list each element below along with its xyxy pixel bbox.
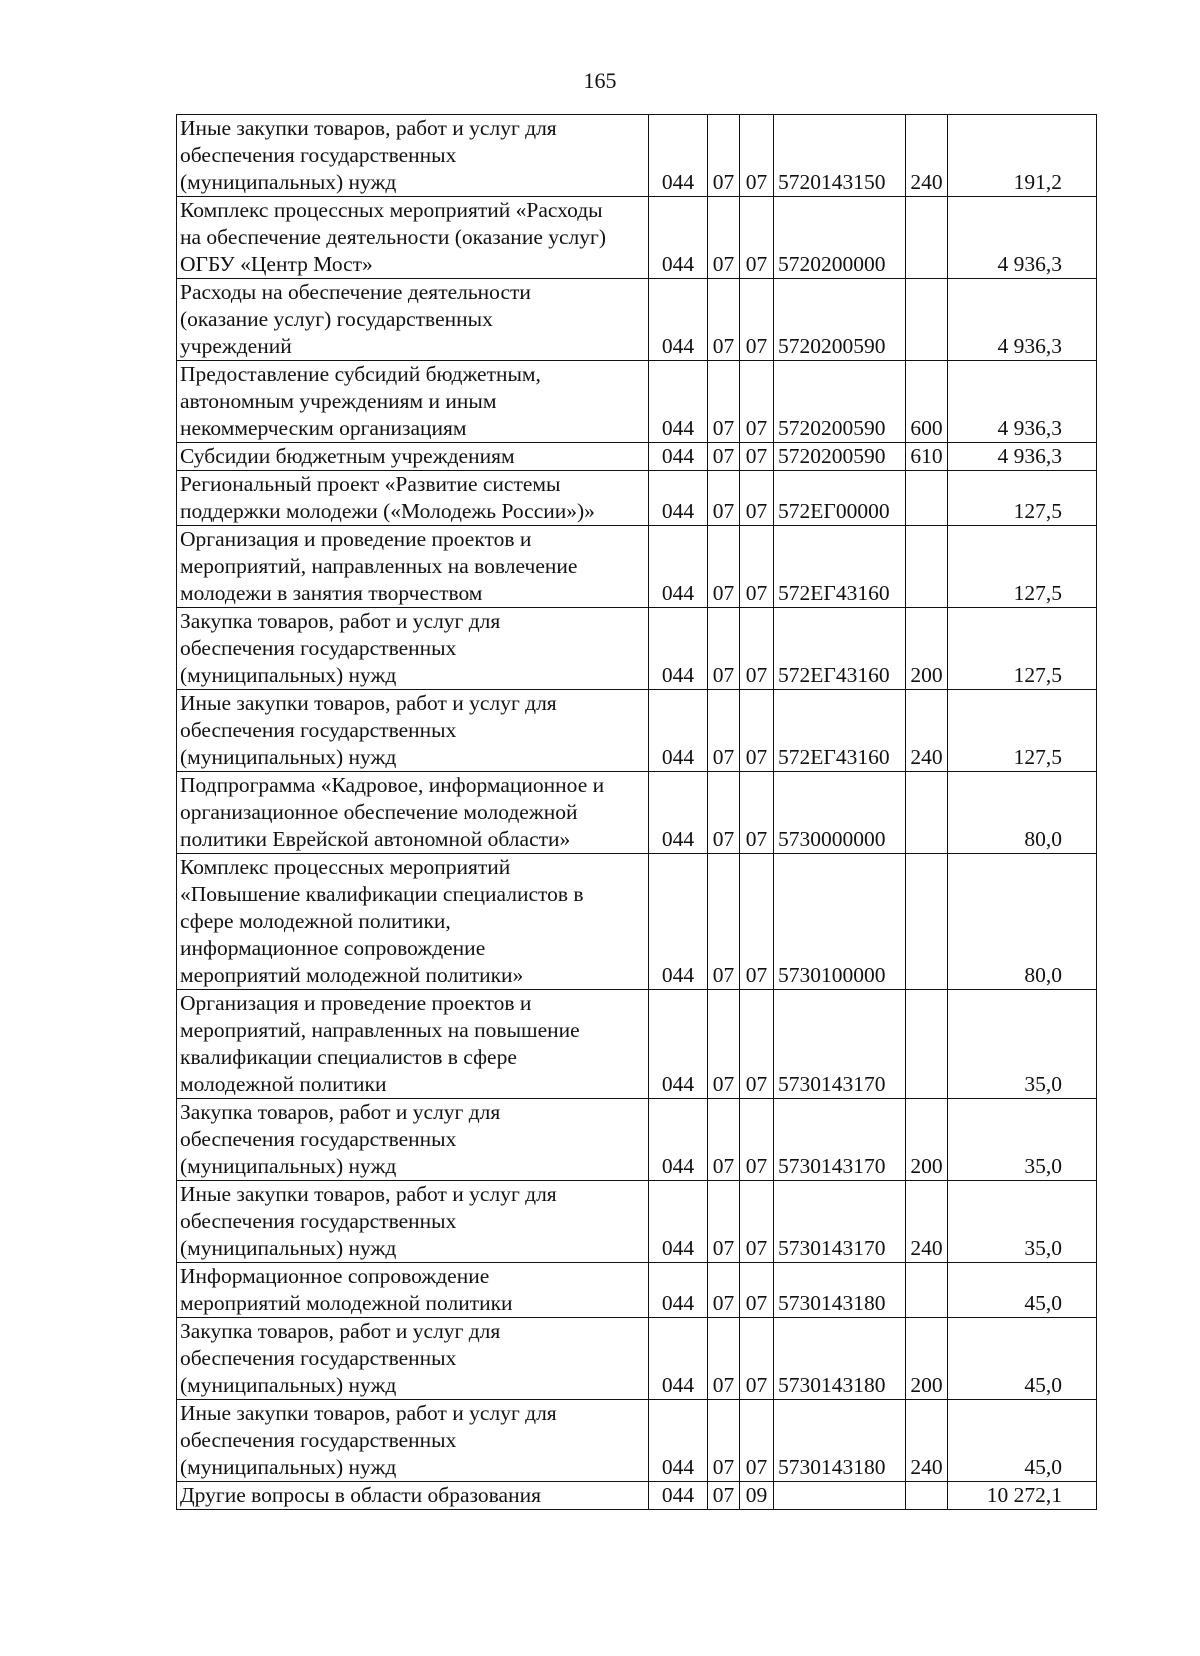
- item-name-line: обеспечения государственных: [180, 143, 457, 167]
- section-code-cell: 07: [708, 608, 740, 690]
- grbs-code-cell: 044: [649, 1263, 708, 1318]
- target-article-cell: 5720200000: [774, 197, 906, 279]
- section-code-cell: 07: [708, 1181, 740, 1263]
- expense-type-cell: 200: [906, 1099, 948, 1181]
- target-article-cell: 5730143180: [774, 1400, 906, 1482]
- item-name-line: «Повышение квалификации специалистов в: [180, 882, 584, 906]
- target-article-cell: 5730143170: [774, 1099, 906, 1181]
- subsection-code-cell: 07: [740, 608, 774, 690]
- expense-type-cell: 240: [906, 1181, 948, 1263]
- item-name-line: Субсидии бюджетным учреждениям: [180, 444, 515, 468]
- item-name-line: мероприятий молодежной политики»: [180, 963, 524, 987]
- item-name-line: (муниципальных) нужд: [180, 745, 397, 769]
- subsection-code-cell: 07: [740, 1318, 774, 1400]
- item-name-line: мероприятий молодежной политики: [180, 1291, 513, 1315]
- expense-type-cell: 240: [906, 1400, 948, 1482]
- grbs-code-cell: 044: [649, 772, 708, 854]
- amount-cell: 10 272,1: [948, 1482, 1097, 1510]
- expense-type-cell: 240: [906, 115, 948, 197]
- item-name-line: Иные закупки товаров, работ и услуг для: [180, 691, 557, 715]
- item-name-line: Подпрограмма «Кадровое, информационное и: [180, 773, 605, 797]
- item-name-line: организационное обеспечение молодежной: [180, 800, 578, 824]
- grbs-code-cell: 044: [649, 361, 708, 443]
- grbs-code-cell: 044: [649, 1099, 708, 1181]
- item-name-cell: [177, 690, 649, 772]
- table-row: [177, 1099, 1097, 1181]
- grbs-code-cell: 044: [649, 526, 708, 608]
- table-row: [177, 1400, 1097, 1482]
- subsection-code-cell: 07: [740, 690, 774, 772]
- amount-cell: 127,5: [948, 526, 1097, 608]
- target-article-cell: 5730143170: [774, 990, 906, 1099]
- grbs-code-cell: 044: [649, 115, 708, 197]
- amount-cell: 191,2: [948, 115, 1097, 197]
- item-name-line: сфере молодежной политики,: [180, 909, 451, 933]
- section-code-cell: 07: [708, 279, 740, 361]
- grbs-code-cell: 044: [649, 1318, 708, 1400]
- subsection-code-cell: 07: [740, 1263, 774, 1318]
- table-row: [177, 361, 1097, 443]
- grbs-code-cell: 044: [649, 1482, 708, 1510]
- grbs-code-cell: 044: [649, 471, 708, 526]
- expense-type-cell: 200: [906, 1318, 948, 1400]
- section-code-cell: 07: [708, 526, 740, 608]
- target-article-cell: 5730143180: [774, 1263, 906, 1318]
- item-name-line: учреждений: [180, 334, 292, 358]
- item-name-line: Иные закупки товаров, работ и услуг для: [180, 116, 557, 140]
- item-name-line: обеспечения государственных: [180, 636, 457, 660]
- table-row: [177, 1318, 1097, 1400]
- target-article-cell: 572ЕГ43160: [774, 526, 906, 608]
- item-name-line: молодежи в занятия творчеством: [180, 581, 483, 605]
- expense-type-cell: 610: [906, 443, 948, 471]
- section-code-cell: 07: [708, 443, 740, 471]
- expense-type-cell: 600: [906, 361, 948, 443]
- table-row: [177, 443, 1097, 471]
- expense-type-cell: 240: [906, 690, 948, 772]
- item-name-line: (муниципальных) нужд: [180, 1455, 397, 1479]
- item-name-cell: [177, 526, 649, 608]
- subsection-code-cell: 07: [740, 197, 774, 279]
- item-name-line: информационное сопровождение: [180, 936, 486, 960]
- item-name-line: Другие вопросы в области образования: [180, 1483, 541, 1507]
- subsection-code-cell: 07: [740, 361, 774, 443]
- item-name-line: Комплекс процессных мероприятий «Расходы: [180, 198, 603, 222]
- table-row: [177, 471, 1097, 526]
- page-number: 165: [583, 68, 617, 93]
- target-article-cell: 572ЕГ43160: [774, 690, 906, 772]
- item-name-cell: [177, 361, 649, 443]
- amount-cell: 4 936,3: [948, 361, 1097, 443]
- grbs-code-cell: 044: [649, 608, 708, 690]
- table-row: [177, 1263, 1097, 1318]
- item-name-line: (муниципальных) нужд: [180, 1154, 397, 1178]
- grbs-code-cell: 044: [649, 690, 708, 772]
- expense-type-cell: [906, 1482, 948, 1510]
- grbs-code-cell: 044: [649, 279, 708, 361]
- item-name-line: Предоставление субсидий бюджетным,: [180, 362, 541, 386]
- section-code-cell: 07: [708, 990, 740, 1099]
- grbs-code-cell: 044: [649, 443, 708, 471]
- section-code-cell: 07: [708, 197, 740, 279]
- amount-cell: 4 936,3: [948, 443, 1097, 471]
- item-name-line: ОГБУ «Центр Мост»: [180, 252, 373, 276]
- section-code-cell: 07: [708, 361, 740, 443]
- amount-cell: 4 936,3: [948, 279, 1097, 361]
- table-row: [177, 1181, 1097, 1263]
- item-name-cell: [177, 197, 649, 279]
- amount-cell: 80,0: [948, 854, 1097, 990]
- section-code-cell: 07: [708, 115, 740, 197]
- table-row: [177, 1482, 1097, 1510]
- item-name-cell: [177, 471, 649, 526]
- table-row: [177, 526, 1097, 608]
- expense-type-cell: [906, 471, 948, 526]
- item-name-line: поддержки молодежи («Молодежь России»)»: [180, 499, 595, 523]
- expense-type-cell: [906, 772, 948, 854]
- item-name-line: Комплекс процессных мероприятий: [180, 855, 511, 879]
- amount-cell: 127,5: [948, 471, 1097, 526]
- item-name-cell: [177, 1318, 649, 1400]
- table-row: [177, 772, 1097, 854]
- grbs-code-cell: 044: [649, 1181, 708, 1263]
- subsection-code-cell: 07: [740, 772, 774, 854]
- item-name-cell: [177, 1263, 649, 1318]
- amount-cell: 127,5: [948, 690, 1097, 772]
- subsection-code-cell: 07: [740, 279, 774, 361]
- item-name-cell: [177, 1400, 649, 1482]
- target-article-cell: 572ЕГ43160: [774, 608, 906, 690]
- target-article-cell: [774, 1482, 906, 1510]
- item-name-line: квалификации специалистов в сфере: [180, 1045, 517, 1069]
- item-name-line: (муниципальных) нужд: [180, 1236, 397, 1260]
- grbs-code-cell: 044: [649, 990, 708, 1099]
- item-name-line: Иные закупки товаров, работ и услуг для: [180, 1182, 557, 1206]
- section-code-cell: 07: [708, 772, 740, 854]
- subsection-code-cell: 07: [740, 1181, 774, 1263]
- subsection-code-cell: 09: [740, 1482, 774, 1510]
- subsection-code-cell: 07: [740, 1400, 774, 1482]
- expense-type-cell: [906, 1263, 948, 1318]
- section-code-cell: 07: [708, 1263, 740, 1318]
- amount-cell: 45,0: [948, 1400, 1097, 1482]
- section-code-cell: 07: [708, 1099, 740, 1181]
- item-name-line: политики Еврейской автономной области»: [180, 827, 571, 851]
- item-name-cell: [177, 443, 649, 471]
- item-name-cell: [177, 279, 649, 361]
- subsection-code-cell: 07: [740, 443, 774, 471]
- grbs-code-cell: 044: [649, 1400, 708, 1482]
- item-name-line: (муниципальных) нужд: [180, 663, 397, 687]
- item-name-line: мероприятий, направленных на повышение: [180, 1018, 580, 1042]
- item-name-line: обеспечения государственных: [180, 1209, 457, 1233]
- subsection-code-cell: 07: [740, 854, 774, 990]
- item-name-line: (оказание услуг) государственных: [180, 307, 493, 331]
- amount-cell: 45,0: [948, 1263, 1097, 1318]
- item-name-line: молодежной политики: [180, 1072, 387, 1096]
- budget-table: [176, 114, 1097, 1510]
- grbs-code-cell: 044: [649, 854, 708, 990]
- item-name-line: Иные закупки товаров, работ и услуг для: [180, 1401, 557, 1425]
- item-name-line: автономным учреждениям и иным: [180, 389, 497, 413]
- item-name-line: обеспечения государственных: [180, 1346, 457, 1370]
- grbs-code-cell: 044: [649, 197, 708, 279]
- item-name-cell: [177, 1181, 649, 1263]
- item-name-line: Организация и проведение проектов и: [180, 527, 532, 551]
- item-name-line: Организация и проведение проектов и: [180, 991, 532, 1015]
- item-name-line: мероприятий, направленных на вовлечение: [180, 554, 578, 578]
- table-row: [177, 608, 1097, 690]
- expense-type-cell: [906, 854, 948, 990]
- section-code-cell: 07: [708, 690, 740, 772]
- item-name-cell: [177, 608, 649, 690]
- item-name-line: Закупка товаров, работ и услуг для: [180, 609, 501, 633]
- section-code-cell: 07: [708, 854, 740, 990]
- amount-cell: 35,0: [948, 1181, 1097, 1263]
- amount-cell: 35,0: [948, 1099, 1097, 1181]
- expense-type-cell: [906, 990, 948, 1099]
- item-name-line: обеспечения государственных: [180, 718, 457, 742]
- expense-type-cell: [906, 279, 948, 361]
- target-article-cell: 5720200590: [774, 279, 906, 361]
- table-row: [177, 990, 1097, 1099]
- table-row: [177, 279, 1097, 361]
- amount-cell: 45,0: [948, 1318, 1097, 1400]
- amount-cell: 80,0: [948, 772, 1097, 854]
- target-article-cell: 5730143170: [774, 1181, 906, 1263]
- item-name-line: на обеспечение деятельности (оказание услуг): [180, 225, 606, 249]
- item-name-line: Закупка товаров, работ и услуг для: [180, 1100, 501, 1124]
- item-name-cell: [177, 854, 649, 990]
- item-name-line: Расходы на обеспечение деятельности: [180, 280, 531, 304]
- amount-cell: 35,0: [948, 990, 1097, 1099]
- item-name-cell: [177, 1099, 649, 1181]
- item-name-cell: [177, 990, 649, 1099]
- subsection-code-cell: 07: [740, 526, 774, 608]
- target-article-cell: 572ЕГ00000: [774, 471, 906, 526]
- item-name-cell: [177, 772, 649, 854]
- target-article-cell: 5730100000: [774, 854, 906, 990]
- section-code-cell: 07: [708, 1400, 740, 1482]
- subsection-code-cell: 07: [740, 471, 774, 526]
- target-article-cell: 5720200590: [774, 361, 906, 443]
- table-row: [177, 690, 1097, 772]
- amount-cell: 127,5: [948, 608, 1097, 690]
- table-row: [177, 197, 1097, 279]
- target-article-cell: 5720200590: [774, 443, 906, 471]
- table-row: [177, 115, 1097, 197]
- expense-type-cell: [906, 197, 948, 279]
- subsection-code-cell: 07: [740, 1099, 774, 1181]
- section-code-cell: 07: [708, 471, 740, 526]
- item-name-line: (муниципальных) нужд: [180, 1373, 397, 1397]
- item-name-cell: [177, 1482, 649, 1510]
- item-name-line: (муниципальных) нужд: [180, 170, 397, 194]
- section-code-cell: 07: [708, 1318, 740, 1400]
- amount-cell: 4 936,3: [948, 197, 1097, 279]
- item-name-line: Закупка товаров, работ и услуг для: [180, 1319, 501, 1343]
- target-article-cell: 5730143180: [774, 1318, 906, 1400]
- expense-type-cell: [906, 526, 948, 608]
- subsection-code-cell: 07: [740, 990, 774, 1099]
- expense-type-cell: 200: [906, 608, 948, 690]
- section-code-cell: 07: [708, 1482, 740, 1510]
- target-article-cell: 5730000000: [774, 772, 906, 854]
- table-row: [177, 854, 1097, 990]
- item-name-line: обеспечения государственных: [180, 1428, 457, 1452]
- item-name-line: Региональный проект «Развитие системы: [180, 472, 561, 496]
- item-name-line: Информационное сопровождение: [180, 1264, 490, 1288]
- subsection-code-cell: 07: [740, 115, 774, 197]
- item-name-line: обеспечения государственных: [180, 1127, 457, 1151]
- table-body: [177, 115, 1097, 1510]
- item-name-line: некоммерческим организациям: [180, 416, 467, 440]
- item-name-cell: [177, 115, 649, 197]
- target-article-cell: 5720143150: [774, 115, 906, 197]
